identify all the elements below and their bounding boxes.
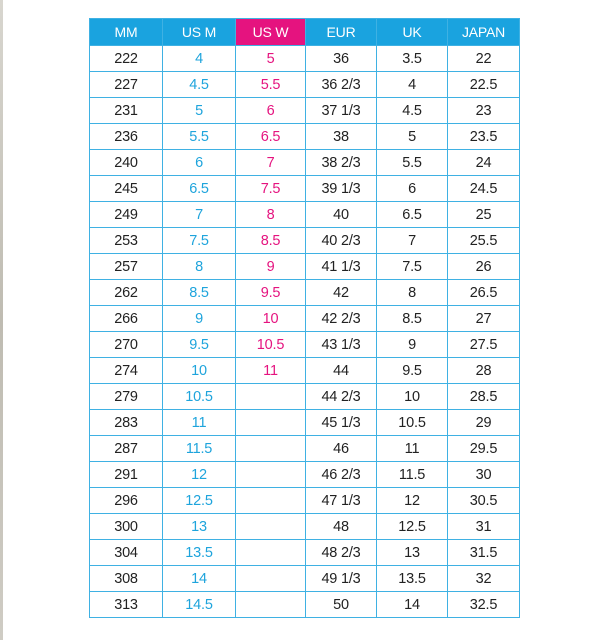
cell-uk: 6 (377, 176, 448, 202)
cell-eur: 50 (306, 592, 377, 618)
cell-japan: 25.5 (448, 228, 520, 254)
cell-japan: 30 (448, 462, 520, 488)
cell-us-m: 11.5 (163, 436, 236, 462)
cell-us-m: 14.5 (163, 592, 236, 618)
cell-mm: 262 (90, 280, 163, 306)
cell-uk: 4.5 (377, 98, 448, 124)
cell-japan: 31 (448, 514, 520, 540)
cell-uk: 9 (377, 332, 448, 358)
cell-us-m: 14 (163, 566, 236, 592)
cell-japan: 29 (448, 410, 520, 436)
cell-eur: 48 (306, 514, 377, 540)
cell-uk: 5.5 (377, 150, 448, 176)
cell-uk: 13.5 (377, 566, 448, 592)
cell-japan: 25 (448, 202, 520, 228)
cell-us-m: 4 (163, 46, 236, 72)
header-us-w: US W (236, 19, 306, 46)
cell-mm: 257 (90, 254, 163, 280)
cell-japan: 27.5 (448, 332, 520, 358)
cell-us-w (236, 592, 306, 618)
table-row (90, 384, 520, 410)
cell-us-m: 6 (163, 150, 236, 176)
cell-us-w: 9.5 (236, 280, 306, 306)
cell-us-m: 12.5 (163, 488, 236, 514)
cell-uk: 12.5 (377, 514, 448, 540)
cell-uk: 7.5 (377, 254, 448, 280)
cell-us-m: 5.5 (163, 124, 236, 150)
cell-mm: 253 (90, 228, 163, 254)
shoe-size-conversion-table (89, 18, 520, 618)
table-row (90, 332, 520, 358)
cell-eur: 38 2/3 (306, 150, 377, 176)
page-edge-shadow (0, 0, 3, 640)
cell-mm: 245 (90, 176, 163, 202)
cell-us-w: 6 (236, 98, 306, 124)
cell-mm: 240 (90, 150, 163, 176)
cell-us-m: 7.5 (163, 228, 236, 254)
table-row (90, 488, 520, 514)
cell-us-m: 10.5 (163, 384, 236, 410)
cell-uk: 4 (377, 72, 448, 98)
table-row (90, 566, 520, 592)
cell-us-m: 13.5 (163, 540, 236, 566)
cell-mm: 266 (90, 306, 163, 332)
cell-eur: 36 (306, 46, 377, 72)
table-row (90, 306, 520, 332)
cell-us-w: 7.5 (236, 176, 306, 202)
cell-mm: 231 (90, 98, 163, 124)
cell-japan: 26.5 (448, 280, 520, 306)
cell-uk: 9.5 (377, 358, 448, 384)
cell-uk: 3.5 (377, 46, 448, 72)
table-row (90, 514, 520, 540)
cell-us-m: 4.5 (163, 72, 236, 98)
cell-japan: 29.5 (448, 436, 520, 462)
cell-japan: 23 (448, 98, 520, 124)
cell-eur: 44 2/3 (306, 384, 377, 410)
cell-eur: 42 (306, 280, 377, 306)
cell-us-m: 5 (163, 98, 236, 124)
cell-eur: 44 (306, 358, 377, 384)
cell-uk: 12 (377, 488, 448, 514)
table-row (90, 280, 520, 306)
cell-us-w: 8.5 (236, 228, 306, 254)
cell-japan: 31.5 (448, 540, 520, 566)
cell-uk: 14 (377, 592, 448, 618)
cell-us-m: 11 (163, 410, 236, 436)
cell-japan: 28 (448, 358, 520, 384)
cell-us-w: 6.5 (236, 124, 306, 150)
cell-japan: 22.5 (448, 72, 520, 98)
cell-eur: 46 2/3 (306, 462, 377, 488)
cell-us-w: 5.5 (236, 72, 306, 98)
cell-japan: 27 (448, 306, 520, 332)
cell-us-w (236, 488, 306, 514)
cell-eur: 38 (306, 124, 377, 150)
table-row (90, 540, 520, 566)
table-row (90, 436, 520, 462)
cell-japan: 32 (448, 566, 520, 592)
cell-us-w: 11 (236, 358, 306, 384)
cell-uk: 10.5 (377, 410, 448, 436)
cell-mm: 287 (90, 436, 163, 462)
table-header-row (90, 19, 520, 46)
header-eur: EUR (306, 19, 377, 46)
table-row (90, 254, 520, 280)
cell-uk: 8 (377, 280, 448, 306)
table-row (90, 46, 520, 72)
cell-japan: 28.5 (448, 384, 520, 410)
cell-us-w (236, 436, 306, 462)
cell-eur: 46 (306, 436, 377, 462)
cell-eur: 39 1/3 (306, 176, 377, 202)
cell-us-w (236, 566, 306, 592)
cell-mm: 270 (90, 332, 163, 358)
cell-eur: 40 (306, 202, 377, 228)
cell-eur: 49 1/3 (306, 566, 377, 592)
cell-us-m: 9 (163, 306, 236, 332)
cell-us-m: 7 (163, 202, 236, 228)
table-row (90, 124, 520, 150)
cell-us-m: 10 (163, 358, 236, 384)
cell-uk: 8.5 (377, 306, 448, 332)
table-row (90, 98, 520, 124)
cell-japan: 26 (448, 254, 520, 280)
cell-us-m: 6.5 (163, 176, 236, 202)
cell-eur: 41 1/3 (306, 254, 377, 280)
cell-uk: 11.5 (377, 462, 448, 488)
cell-mm: 283 (90, 410, 163, 436)
cell-mm: 304 (90, 540, 163, 566)
cell-mm: 222 (90, 46, 163, 72)
cell-uk: 11 (377, 436, 448, 462)
table-row (90, 592, 520, 618)
header-mm: MM (90, 19, 163, 46)
cell-uk: 13 (377, 540, 448, 566)
cell-uk: 7 (377, 228, 448, 254)
cell-mm: 279 (90, 384, 163, 410)
table-row (90, 202, 520, 228)
cell-eur: 37 1/3 (306, 98, 377, 124)
cell-japan: 22 (448, 46, 520, 72)
cell-us-w (236, 540, 306, 566)
cell-us-w (236, 410, 306, 436)
cell-us-w: 9 (236, 254, 306, 280)
table-row (90, 72, 520, 98)
cell-japan: 30.5 (448, 488, 520, 514)
cell-mm: 300 (90, 514, 163, 540)
cell-us-w: 10 (236, 306, 306, 332)
cell-mm: 274 (90, 358, 163, 384)
cell-us-w: 7 (236, 150, 306, 176)
cell-us-m: 12 (163, 462, 236, 488)
cell-mm: 227 (90, 72, 163, 98)
header-uk: UK (377, 19, 448, 46)
cell-us-m: 9.5 (163, 332, 236, 358)
cell-us-m: 8 (163, 254, 236, 280)
cell-mm: 249 (90, 202, 163, 228)
cell-eur: 48 2/3 (306, 540, 377, 566)
cell-mm: 291 (90, 462, 163, 488)
table-row (90, 150, 520, 176)
table-row (90, 358, 520, 384)
cell-uk: 10 (377, 384, 448, 410)
cell-us-w (236, 462, 306, 488)
cell-eur: 43 1/3 (306, 332, 377, 358)
cell-mm: 296 (90, 488, 163, 514)
table-row (90, 176, 520, 202)
cell-uk: 5 (377, 124, 448, 150)
cell-mm: 313 (90, 592, 163, 618)
cell-eur: 36 2/3 (306, 72, 377, 98)
cell-eur: 42 2/3 (306, 306, 377, 332)
table-row (90, 410, 520, 436)
cell-mm: 236 (90, 124, 163, 150)
cell-japan: 23.5 (448, 124, 520, 150)
cell-japan: 24 (448, 150, 520, 176)
table-row (90, 228, 520, 254)
cell-uk: 6.5 (377, 202, 448, 228)
cell-us-w: 5 (236, 46, 306, 72)
cell-eur: 45 1/3 (306, 410, 377, 436)
table-body (90, 46, 520, 618)
cell-us-m: 13 (163, 514, 236, 540)
cell-japan: 24.5 (448, 176, 520, 202)
cell-us-w (236, 384, 306, 410)
cell-eur: 47 1/3 (306, 488, 377, 514)
header-us-m: US M (163, 19, 236, 46)
cell-eur: 40 2/3 (306, 228, 377, 254)
header-japan: JAPAN (448, 19, 520, 46)
cell-mm: 308 (90, 566, 163, 592)
cell-us-m: 8.5 (163, 280, 236, 306)
cell-us-w (236, 514, 306, 540)
cell-us-w: 8 (236, 202, 306, 228)
cell-us-w: 10.5 (236, 332, 306, 358)
table-row (90, 462, 520, 488)
cell-japan: 32.5 (448, 592, 520, 618)
